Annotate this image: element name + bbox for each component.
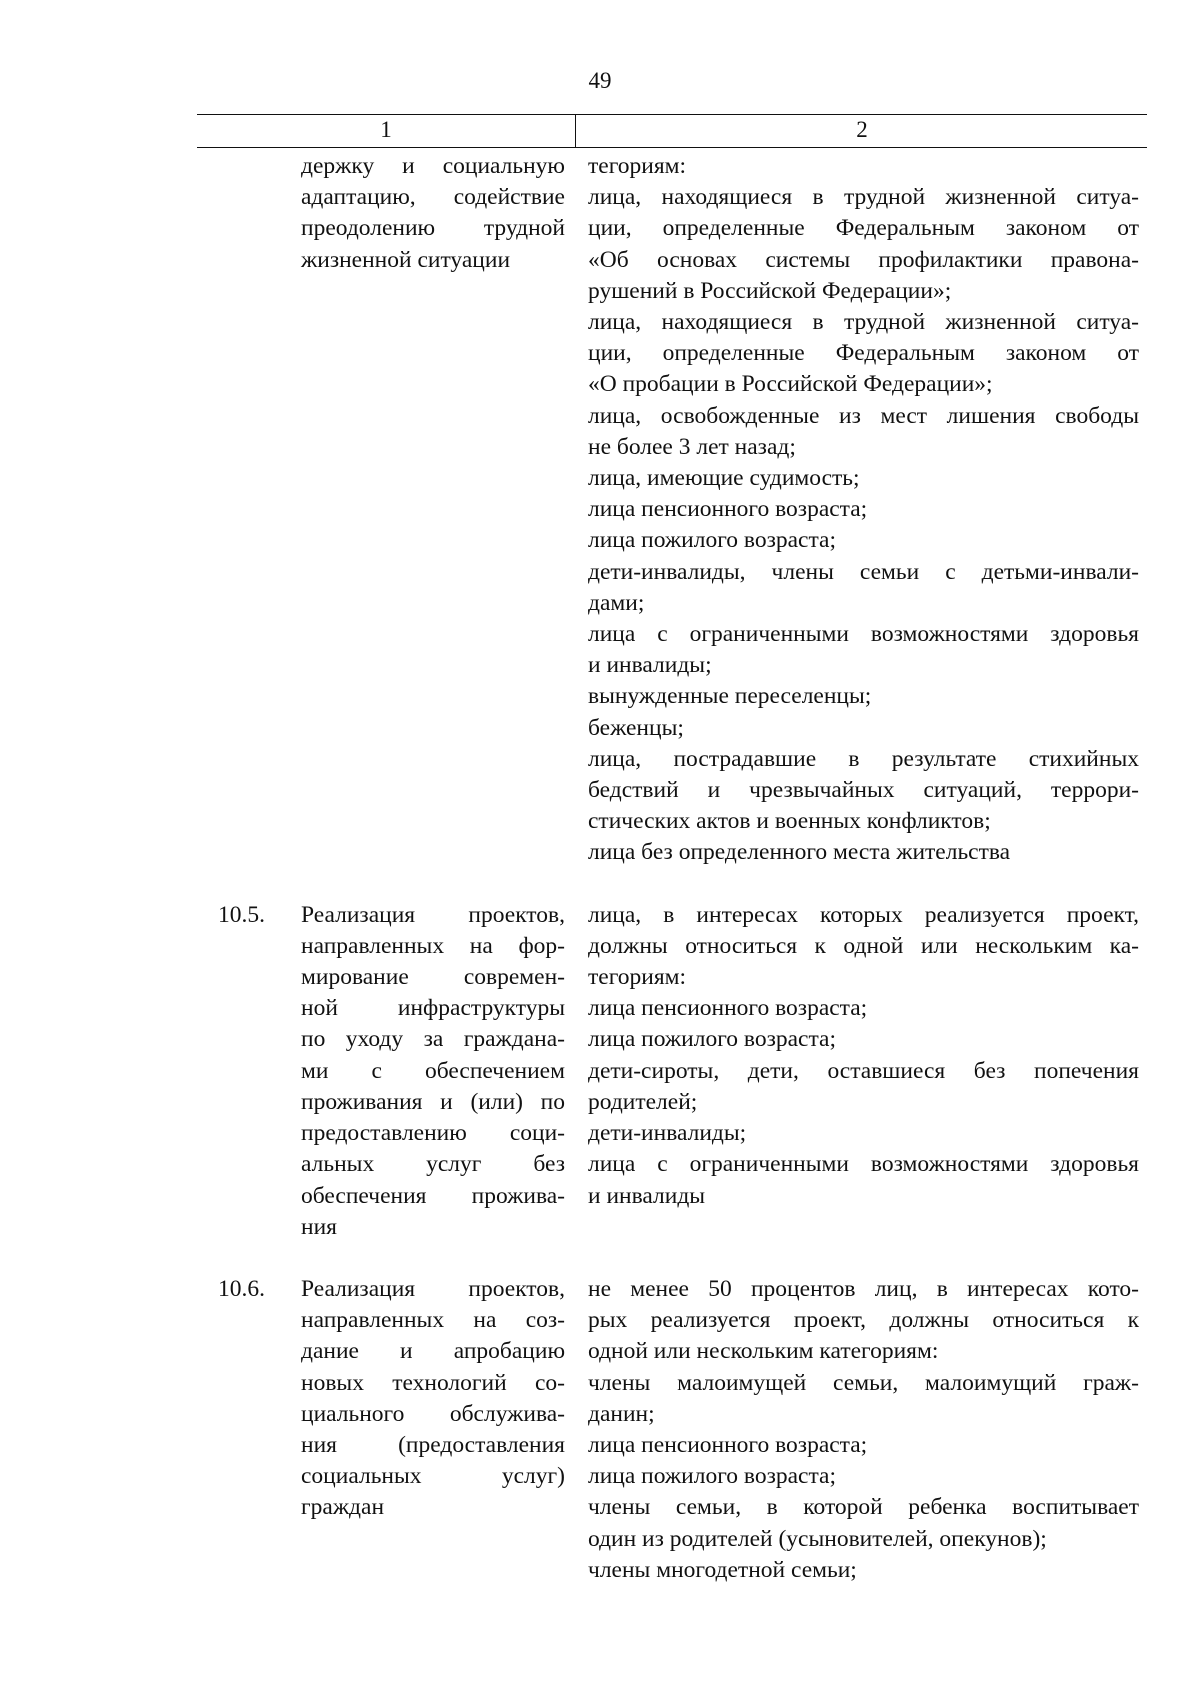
text-line: дети-инвалиды, члены семьи с детьми-инвали-: [588, 558, 1139, 585]
text-line: по уходу за граждана-: [301, 1026, 565, 1053]
text-line: держку и социальную: [301, 153, 565, 179]
text-line: новых технологий со-: [301, 1369, 565, 1396]
text-line: лица без определенного места жительства: [588, 839, 1011, 866]
text-line: члены малоимущей семьи, малоимущий граж-: [588, 1369, 1139, 1396]
text-line: граждан: [301, 1494, 385, 1521]
text-line: лица, пострадавшие в результате стихийных: [588, 745, 1139, 772]
text-line: вынужденные переселенцы;: [588, 683, 872, 710]
row-categories: [588, 151, 1139, 869]
text-line: циального обслужива-: [301, 1400, 565, 1427]
text-line: лица пожилого возраста;: [588, 527, 836, 554]
text-line: члены многодетной семьи;: [588, 1556, 857, 1583]
text-line: лица пенсионного возраста;: [588, 1431, 868, 1458]
text-line: «О пробации в Российской Федерации»;: [588, 371, 993, 398]
row-description: [301, 900, 565, 1243]
text-line: мирование современ-: [301, 964, 565, 991]
text-line: ции, определенные Федеральным законом от: [588, 340, 1139, 367]
text-line: бедствий и чрезвычайных ситуаций, террори-: [588, 777, 1139, 804]
text-line: ния (предоставления: [301, 1431, 565, 1458]
text-line: адаптацию, содействие: [301, 184, 565, 211]
row-number: 10.6.: [218, 1275, 265, 1302]
text-line: данин;: [588, 1400, 655, 1427]
text-line: и инвалиды;: [588, 652, 712, 679]
text-line: лица, имеющие судимость;: [588, 465, 860, 492]
text-line: родителей;: [588, 1088, 698, 1115]
table-header: [197, 114, 1147, 148]
row-description: [301, 1274, 565, 1524]
text-line: дание и апробацию: [301, 1338, 565, 1365]
header-col-2: 2: [856, 117, 868, 142]
text-line: обеспечения прожива-: [301, 1182, 565, 1209]
text-line: не менее 50 процентов лиц, в интересах кото-: [588, 1275, 1139, 1302]
text-line: рых реализуется проект, должны относиться к: [588, 1307, 1139, 1334]
row-categories: [588, 1274, 1139, 1586]
text-line: направленных на соз-: [301, 1307, 565, 1334]
text-line: тегориям:: [588, 964, 687, 991]
text-line: не более 3 лет назад;: [588, 433, 796, 460]
text-line: лица, находящиеся в трудной жизненной ситуа-: [588, 184, 1139, 211]
text-line: лица с ограниченными возможностями здоровья: [588, 1151, 1139, 1178]
text-line: стических актов и военных конфликтов;: [588, 808, 991, 835]
row-categories: [588, 900, 1139, 1212]
text-line: одной или нескольким категориям:: [588, 1338, 939, 1365]
text-line: «Об основах системы профилактики правона-: [588, 246, 1139, 273]
text-line: лица, освобожденные из мест лишения свободы: [588, 402, 1139, 429]
text-line: направленных на фор-: [301, 932, 565, 959]
text-line: Реализация проектов,: [301, 1275, 565, 1302]
text-line: рушений в Российской Федерации»;: [588, 277, 952, 304]
text-line: дети-сироты, дети, оставшиеся без попечения: [588, 1057, 1139, 1084]
text-line: лица пенсионного возраста;: [588, 995, 868, 1022]
text-line: преодолению трудной: [301, 215, 565, 242]
text-line: и инвалиды: [588, 1182, 706, 1209]
header-divider: [575, 115, 576, 147]
header-col-1: 1: [380, 117, 392, 142]
text-line: дами;: [588, 589, 645, 616]
text-line: лица пожилого возраста;: [588, 1026, 836, 1053]
row-description: [301, 151, 565, 276]
text-line: ной инфраструктуры: [301, 995, 565, 1022]
text-line: лица, в интересах которых реализуется проект,: [588, 901, 1139, 928]
text-line: лица с ограниченными возможностями здоровья: [588, 621, 1139, 648]
text-line: ции, определенные Федеральным законом от: [588, 215, 1139, 242]
text-line: лица пожилого возраста;: [588, 1463, 836, 1490]
text-line: ми с обеспечением: [301, 1057, 565, 1084]
table-row: [0, 900, 1200, 1243]
text-line: проживания и (или) по: [301, 1088, 565, 1115]
text-line: предоставлению соци-: [301, 1120, 565, 1147]
text-line: Реализация проектов,: [301, 901, 565, 928]
row-number: 10.5.: [218, 901, 265, 928]
text-line: лица, находящиеся в трудной жизненной ситуа-: [588, 309, 1139, 336]
text-line: жизненной ситуации: [301, 246, 511, 273]
text-line: должны относиться к одной или нескольким ка-: [588, 932, 1139, 959]
text-line: члены семьи, в которой ребенка воспитывает: [588, 1494, 1139, 1521]
text-line: альных услуг без: [301, 1151, 565, 1178]
text-line: беженцы;: [588, 714, 684, 741]
table-body: [0, 151, 1200, 1586]
page-number: 49: [588, 68, 612, 93]
text-line: тегориям:: [588, 153, 687, 179]
text-line: лица пенсионного возраста;: [588, 496, 868, 523]
text-line: ния: [301, 1213, 337, 1240]
text-line: дети-инвалиды;: [588, 1120, 747, 1147]
table-row: [0, 1274, 1200, 1586]
text-line: социальных услуг): [301, 1463, 565, 1490]
table-row: [0, 151, 1200, 869]
text-line: один из родителей (усыновителей, опекунов);: [588, 1525, 1047, 1552]
